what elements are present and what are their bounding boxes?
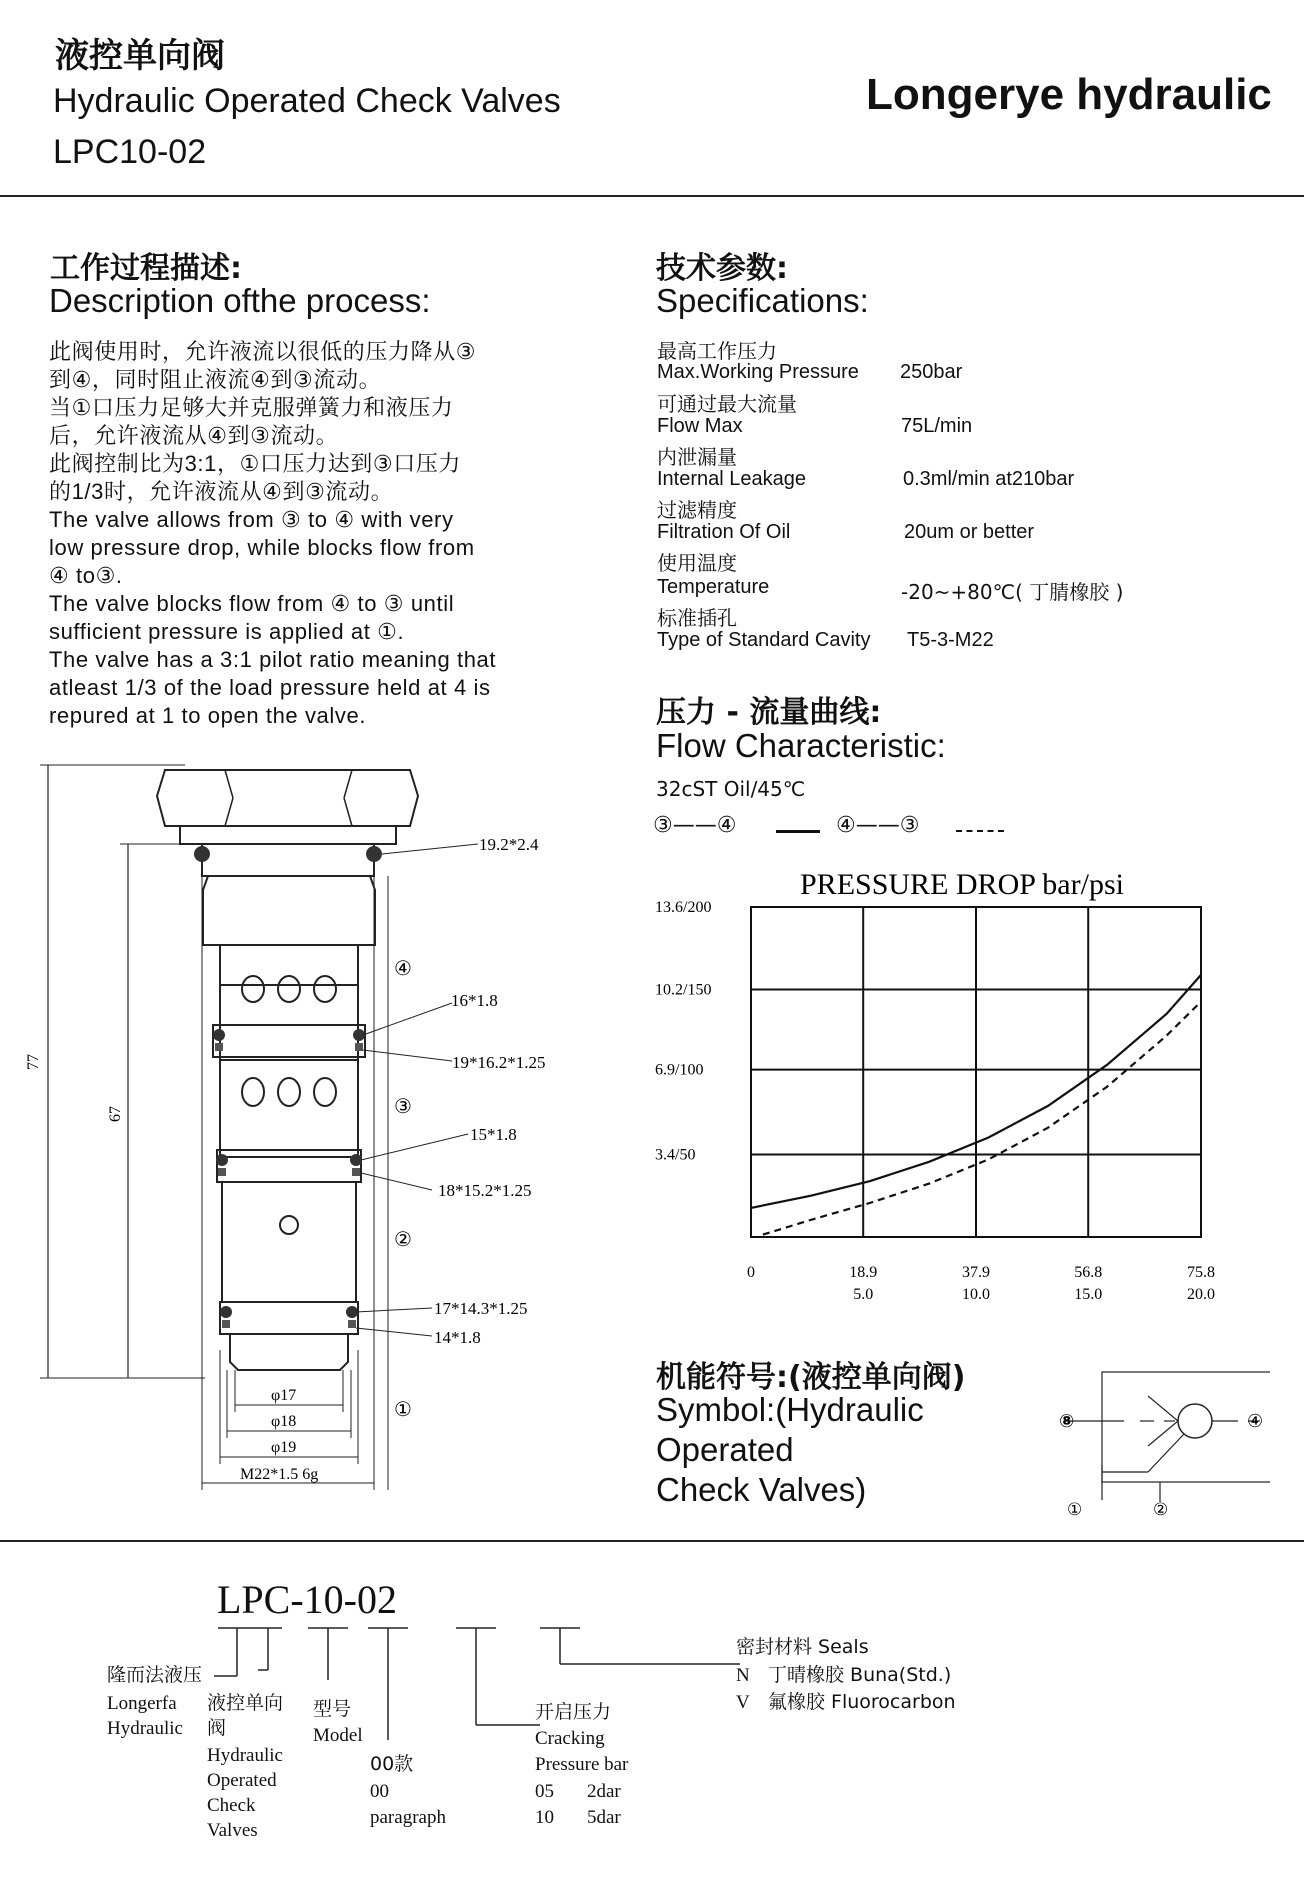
valve-cross-section-drawing bbox=[20, 750, 620, 1500]
type-en-label: Operated bbox=[207, 1770, 277, 1791]
symbol-body bbox=[1102, 1372, 1270, 1482]
paragraph-cn-label: 00款 bbox=[370, 1753, 414, 1775]
spec-en-label: Flow Max bbox=[657, 415, 743, 437]
cracking-option-value: 5dar bbox=[587, 1807, 621, 1828]
flow-heading-en: Flow Characteristic: bbox=[656, 727, 946, 764]
x-tick-label-secondary: 10.0 bbox=[962, 1286, 990, 1303]
spec-value: 250bar bbox=[900, 361, 963, 383]
phi19-label: φ19 bbox=[271, 1439, 297, 1456]
spec-en-label: Temperature bbox=[657, 576, 770, 598]
description-line: atleast 1/3 of the load pressure held at 4 is bbox=[49, 675, 491, 700]
dim-77-text: 77 bbox=[25, 1054, 42, 1070]
spec-cn-label: 内泄漏量 bbox=[657, 445, 737, 469]
ordering-code: LPC-10-02 bbox=[217, 1577, 397, 1622]
seals-title: 密封材料 Seals bbox=[736, 1636, 869, 1658]
seal-option-value: 氟橡胶 Fluorocarbon bbox=[768, 1691, 956, 1713]
seal-option-code: N bbox=[736, 1665, 750, 1686]
phi17-label: φ17 bbox=[271, 1387, 297, 1404]
symbol-port-1: ① bbox=[1067, 1500, 1083, 1520]
oil-spec: 32cST Oil/45℃ bbox=[656, 777, 806, 801]
legend-dashed-line bbox=[956, 830, 1004, 832]
cracking-option-value: 2dar bbox=[587, 1781, 621, 1802]
symbol-heading-cn: 机能符号:(液控单向阀) bbox=[656, 1360, 966, 1395]
flow-heading-cn: 压力 - 流量曲线: bbox=[656, 695, 882, 730]
y-tick-label: 10.2/150 bbox=[655, 981, 712, 999]
legend-solid-label: ③——④ bbox=[653, 813, 737, 838]
description-heading-cn: 工作过程描述: bbox=[50, 251, 242, 286]
seal-callout-4: 15*1.8 bbox=[470, 1125, 517, 1144]
description-line: low pressure drop, while blocks flow from bbox=[49, 535, 475, 560]
o-ring-top-left bbox=[194, 846, 210, 862]
type-cn-label-2: 阀 bbox=[207, 1717, 227, 1739]
spec-cn-label: 使用温度 bbox=[657, 551, 737, 575]
spec-value: T5-3-M22 bbox=[907, 629, 994, 651]
description-line: The valve has a 3:1 pilot ratio meaning that bbox=[49, 647, 497, 672]
thread-label: M22*1.5 6g bbox=[240, 1466, 319, 1483]
model-title: LPC10-02 bbox=[53, 133, 207, 171]
symbol-port-2: ② bbox=[1153, 1500, 1169, 1520]
cracking-cn-label: 开启压力 bbox=[535, 1701, 612, 1723]
x-tick-label-secondary: 15.0 bbox=[1074, 1286, 1103, 1303]
title-cn: 液控单向阀 bbox=[55, 36, 225, 76]
brand-en-label-1: Longerfa bbox=[107, 1693, 177, 1714]
model-en-label: Model bbox=[313, 1725, 363, 1746]
seal-callout-1: 19.2*2.4 bbox=[479, 835, 539, 854]
legend-dashed-label: ④——③ bbox=[836, 813, 920, 838]
seal-callout-2: 16*1.8 bbox=[451, 991, 498, 1010]
spec-en-label: Type of Standard Cavity bbox=[657, 629, 871, 651]
x-tick-label: 75.8 bbox=[1187, 1264, 1215, 1281]
x-tick-label: 37.9 bbox=[962, 1264, 990, 1281]
x-tick-label: 56.8 bbox=[1074, 1264, 1103, 1281]
seal-option-code: V bbox=[736, 1692, 750, 1713]
cracking-en-label-2: Pressure bar bbox=[535, 1754, 629, 1775]
description-line: 此阀使用时，允许液流以很低的压力降从③ bbox=[49, 339, 477, 364]
type-cn-label: 液控单向 bbox=[207, 1692, 284, 1714]
type-en-label: Check bbox=[207, 1795, 256, 1816]
cracking-option-code: 10 bbox=[535, 1807, 554, 1828]
check-ball bbox=[1178, 1404, 1212, 1438]
cracking-option-code: 05 bbox=[535, 1781, 554, 1802]
type-en-label: Valves bbox=[207, 1820, 258, 1841]
spec-value: 20um or better bbox=[904, 521, 1035, 543]
brand-name: Longerye hydraulic bbox=[866, 70, 1272, 119]
port-3-label: ③ bbox=[394, 1094, 412, 1118]
seal-callout-3: 19*16.2*1.25 bbox=[452, 1053, 546, 1072]
description-line: The valve blocks flow from ④ to ③ until bbox=[49, 591, 455, 616]
description-line: repured at 1 to open the valve. bbox=[49, 703, 367, 728]
x-tick-label-secondary: 20.0 bbox=[1187, 1286, 1215, 1303]
legend-solid-line bbox=[776, 830, 820, 833]
series-line-dashed bbox=[763, 1002, 1201, 1235]
description-line: 到④，同时阻止液流④到③流动。 bbox=[49, 367, 382, 392]
spec-cn-label: 可通过最大流量 bbox=[657, 392, 797, 416]
spec-heading-cn: 技术参数: bbox=[656, 251, 788, 286]
spec-cn-label: 标准插孔 bbox=[657, 606, 737, 630]
paragraph-num: 00 bbox=[370, 1781, 389, 1802]
description-line: 后，允许液流从④到③流动。 bbox=[49, 423, 339, 448]
port-2-label: ② bbox=[394, 1227, 412, 1251]
y-tick-label: 3.4/50 bbox=[655, 1146, 696, 1164]
paragraph-en-label: paragraph bbox=[370, 1807, 446, 1828]
spec-value: 75L/min bbox=[901, 415, 973, 437]
description-line: 的1/3时，允许液流从④到③流动。 bbox=[49, 479, 394, 504]
spec-value: -20~+80℃( 丁腈橡胶 ) bbox=[901, 580, 1124, 604]
port-1-label: ① bbox=[394, 1397, 412, 1421]
chart-ticks bbox=[655, 899, 1215, 1303]
spec-en-label: Filtration Of Oil bbox=[657, 521, 791, 543]
symbol-heading-en-1: Symbol:(Hydraulic bbox=[656, 1391, 924, 1428]
y-tick-label: 6.9/100 bbox=[655, 1061, 704, 1079]
symbol-port-4: ④ bbox=[1247, 1411, 1264, 1432]
x-tick-label-secondary: 5.0 bbox=[853, 1286, 874, 1303]
spec-cn-label: 最高工作压力 bbox=[657, 339, 777, 363]
symbol-port-8: ⑧ bbox=[1059, 1411, 1075, 1432]
brand-cn-label: 隆而法液压 bbox=[107, 1664, 203, 1686]
port-4-label: ④ bbox=[394, 956, 412, 980]
dim-67-text: 67 bbox=[107, 1106, 124, 1122]
chart-title: PRESSURE DROP bar/psi bbox=[800, 868, 1124, 901]
o-ring-top-right bbox=[366, 846, 382, 862]
model-cn-label: 型号 bbox=[313, 1698, 352, 1720]
hydraulic-symbol bbox=[1050, 1360, 1270, 1520]
description-line: The valve allows from ③ to ④ with very bbox=[49, 507, 454, 532]
description-line: sufficient pressure is applied at ①. bbox=[49, 619, 405, 644]
title-en: Hydraulic Operated Check Valves bbox=[53, 82, 561, 120]
description-line: ④ to③. bbox=[49, 563, 123, 588]
spec-value: 0.3ml/min at210bar bbox=[903, 468, 1075, 490]
seal-callout-7: 14*1.8 bbox=[434, 1328, 481, 1347]
pressure-drop-chart bbox=[640, 855, 1260, 1335]
brand-en-label-2: Hydraulic bbox=[107, 1718, 183, 1739]
description-body bbox=[49, 338, 496, 730]
type-en-label: Hydraulic bbox=[207, 1745, 283, 1766]
spec-en-label: Internal Leakage bbox=[657, 468, 807, 490]
symbol-heading-en-3: Check Valves) bbox=[656, 1471, 867, 1508]
chart-grid bbox=[751, 907, 1201, 1237]
x-tick-label: 0 bbox=[747, 1264, 755, 1281]
ordering-divider bbox=[0, 1540, 1304, 1542]
cracking-en-label-1: Cracking bbox=[535, 1728, 605, 1749]
spec-heading-en: Specifications: bbox=[656, 282, 869, 319]
seal-callout-6: 17*14.3*1.25 bbox=[434, 1299, 528, 1318]
description-line: 此阀控制比为3:1，①口压力达到③口压力 bbox=[49, 451, 462, 476]
y-tick-label: 13.6/200 bbox=[655, 899, 712, 916]
spec-cn-label: 过滤精度 bbox=[657, 498, 737, 522]
description-line: 当①口压力足够大并克服弹簧力和液压力 bbox=[49, 395, 454, 420]
header-divider bbox=[0, 195, 1304, 197]
hex-nut bbox=[157, 770, 418, 826]
description-heading-en: Description ofthe process: bbox=[49, 282, 431, 319]
x-tick-label: 18.9 bbox=[849, 1264, 878, 1281]
seal-option-value: 丁晴橡胶 Buna(Std.) bbox=[768, 1664, 952, 1686]
phi18-label: φ18 bbox=[271, 1413, 297, 1430]
symbol-heading-en-2: Operated bbox=[656, 1431, 794, 1468]
seal-callout-5: 18*15.2*1.25 bbox=[438, 1181, 532, 1200]
spec-en-label: Max.Working Pressure bbox=[657, 361, 859, 383]
